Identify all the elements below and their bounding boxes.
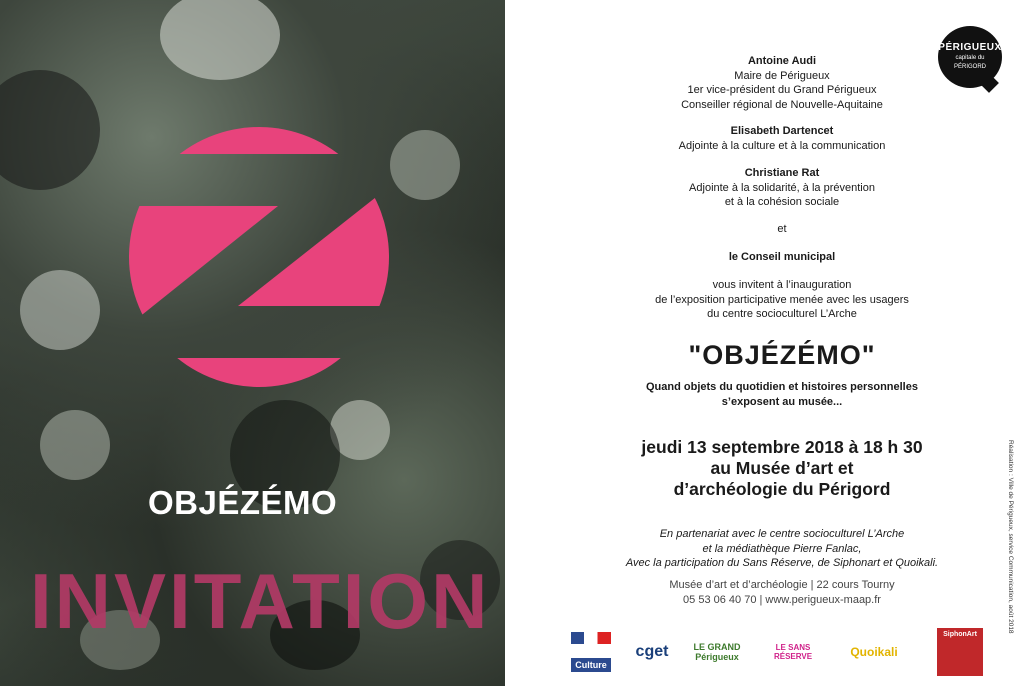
address-line: Musée d’art et d’archéologie | 22 cours Tourny: [669, 579, 895, 591]
event-date: jeudi 13 septembre 2018 à 18 h 30: [641, 437, 923, 457]
invite-line: vous invitent à l’inauguration: [712, 279, 852, 291]
partner-logos: [569, 628, 1019, 676]
host-role: Adjointe à la solidarité, à la prévention: [689, 181, 875, 194]
event-place: au Musée d’art et: [710, 458, 854, 478]
invite-text: [517, 278, 1024, 322]
host-block-3: [517, 166, 1024, 210]
host-role: Adjointe à la culture et à la communication: [678, 139, 886, 152]
museum-address: [517, 578, 1024, 607]
expo-title: "OBJÉZÉMO": [688, 340, 876, 370]
host-role: 1er vice-président du Grand Périgueux: [687, 84, 877, 96]
sans-reserve-logo: LE SANS RÉSERVE: [773, 643, 813, 661]
host-name: Elisabeth Dartencet: [730, 125, 834, 137]
grand-perigueux-logo: LE GRAND Périgueux: [693, 642, 741, 662]
page-divider: [505, 0, 517, 686]
expo-subtitle: [517, 380, 1024, 409]
culture-logo: Culture: [569, 628, 613, 676]
partners-line: et la médiathèque Pierre Fanlac,: [702, 542, 862, 555]
siphonart-logo: SiphonArt: [937, 628, 983, 676]
cover-image: [0, 0, 505, 686]
host-name: Christiane Rat: [744, 167, 820, 179]
and-word: et: [777, 223, 787, 235]
invite-line: du centre socioculturel L’Arche: [707, 308, 857, 320]
host-role: Conseiller régional de Nouvelle-Aquitaine: [681, 98, 883, 111]
event-place: d’archéologie du Périgord: [673, 479, 891, 499]
expo-subtitle-line: Quand objets du quotidien et histoires personnelles: [646, 381, 918, 393]
council: le Conseil municipal: [728, 251, 836, 263]
logo-name: PÉRIGUEUX: [938, 42, 1002, 53]
logo-subtitle-2: PÉRIGORD: [953, 64, 986, 70]
cover-invitation: INVITATION: [30, 557, 491, 645]
quoikali-logo: Quoikali: [850, 645, 898, 659]
host-block-1: [517, 54, 1024, 112]
cover-title: OBJÉZÉMO: [148, 484, 338, 521]
host-name: Antoine Audi: [747, 55, 817, 67]
logo-subtitle-1: capitale du: [955, 55, 985, 61]
host-block-2: [517, 124, 1024, 153]
partners-line: Avec la participation du Sans Réserve, de Siphonart et Quoikali.: [625, 557, 939, 569]
host-role: et à la cohésion sociale: [724, 196, 840, 208]
credits-vertical: Réalisation : Ville de Périgueux, service Communication, août 2018: [1007, 440, 1014, 634]
expo-subtitle-line: s’exposent au musée...: [721, 395, 843, 408]
invitation-text-panel: [517, 0, 1024, 686]
contact-line: 05 53 06 40 70 | www.perigueux-maap.fr: [683, 593, 881, 606]
partners-text: [517, 527, 1024, 571]
event-date-place: [517, 437, 1024, 500]
objezemo-logo-shape: [128, 126, 390, 388]
host-role: Maire de Périgueux: [734, 69, 830, 82]
partners-line: En partenariat avec le centre socioculturel L’Arche: [659, 528, 905, 540]
cget-logo: cget: [635, 643, 669, 660]
invite-line: de l’exposition participative menée avec les usagers: [655, 293, 909, 306]
